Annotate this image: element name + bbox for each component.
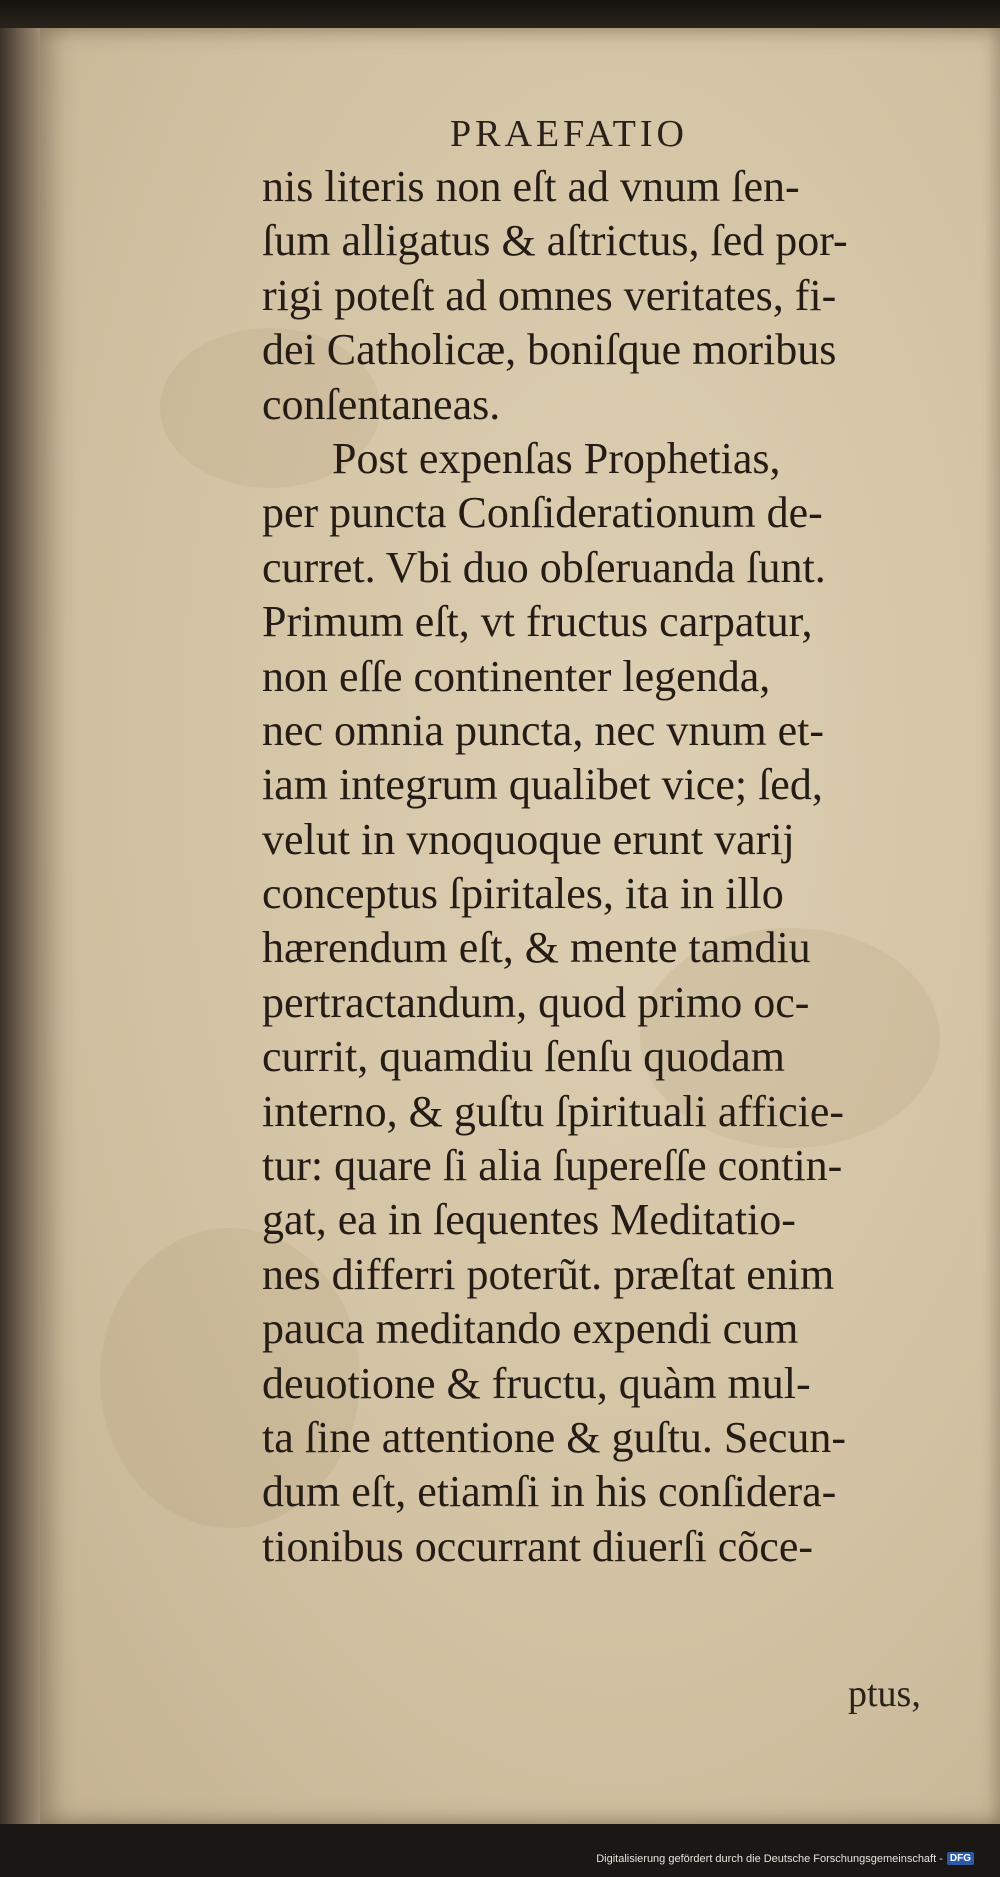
credit-text: Digitalisierung gefördert durch die Deutsche Forschungsgemeinschaft - [596,1852,943,1865]
text-line: rigi poteſt ad omnes veritates, fi- [262,270,837,320]
dfg-logo: DFG [947,1852,974,1865]
text-line: deuotione & fructu, quàm mul- [262,1358,811,1408]
text-line: curret. Vbi duo obſeruanda ſunt. [262,542,826,592]
text-line: Post expenſas Prophetias, [332,433,781,483]
catchword: ptus, [848,1673,921,1715]
text-line: currit, quamdiu ſenſu quodam [262,1032,785,1082]
text-line: conſentaneas. [262,379,501,429]
text-line: iam integrum qualibet vice; ſed, [262,760,823,810]
text-line: ta ſine attentione & guſtu. Secun- [262,1412,847,1462]
text-line: pertractandum, quod primo oc- [262,977,810,1027]
text-line: nec omnia puncta, nec vnum et- [262,705,825,755]
text-line: interno, & guſtu ſpirituali afficie- [262,1086,845,1136]
running-head: PRAEFATIO [450,113,688,155]
text-line: conceptus ſpiritales, ita in illo [262,869,784,919]
text-line: nes differri poterũt. præſtat enim [262,1249,835,1299]
text-line: per puncta Conſiderationum de- [262,488,823,538]
text-line: tionibus occurrant diuerſi cõce- [262,1521,814,1571]
digitization-credit [596,1852,974,1865]
text-line: hærendum eſt, & mente tamdiu [262,923,811,973]
text-line: dei Catholicæ, boniſque moribus [262,325,837,375]
text-line: non eſſe continenter legenda, [262,651,771,701]
text-line: tur: quare ſi alia ſupereſſe contin- [262,1141,843,1191]
text-line: gat, ea in ſequentes Meditatio- [262,1195,796,1245]
scan-bottom-border [0,1824,1000,1877]
scan-top-border [0,0,1000,30]
text-line: ſum alligatus & aſtrictus, ſed por- [262,216,848,266]
text-line: nis literis non eſt ad vnum ſen- [262,162,800,211]
text-line: Primum eſt, vt fructus carpatur, [262,597,813,647]
text-line: velut in vnoquoque erunt varij [262,814,795,864]
text-line: dum eſt, etiamſi in his conſidera- [262,1467,837,1517]
body-text [262,160,962,1574]
text-line: pauca meditando expendi cum [262,1304,799,1354]
